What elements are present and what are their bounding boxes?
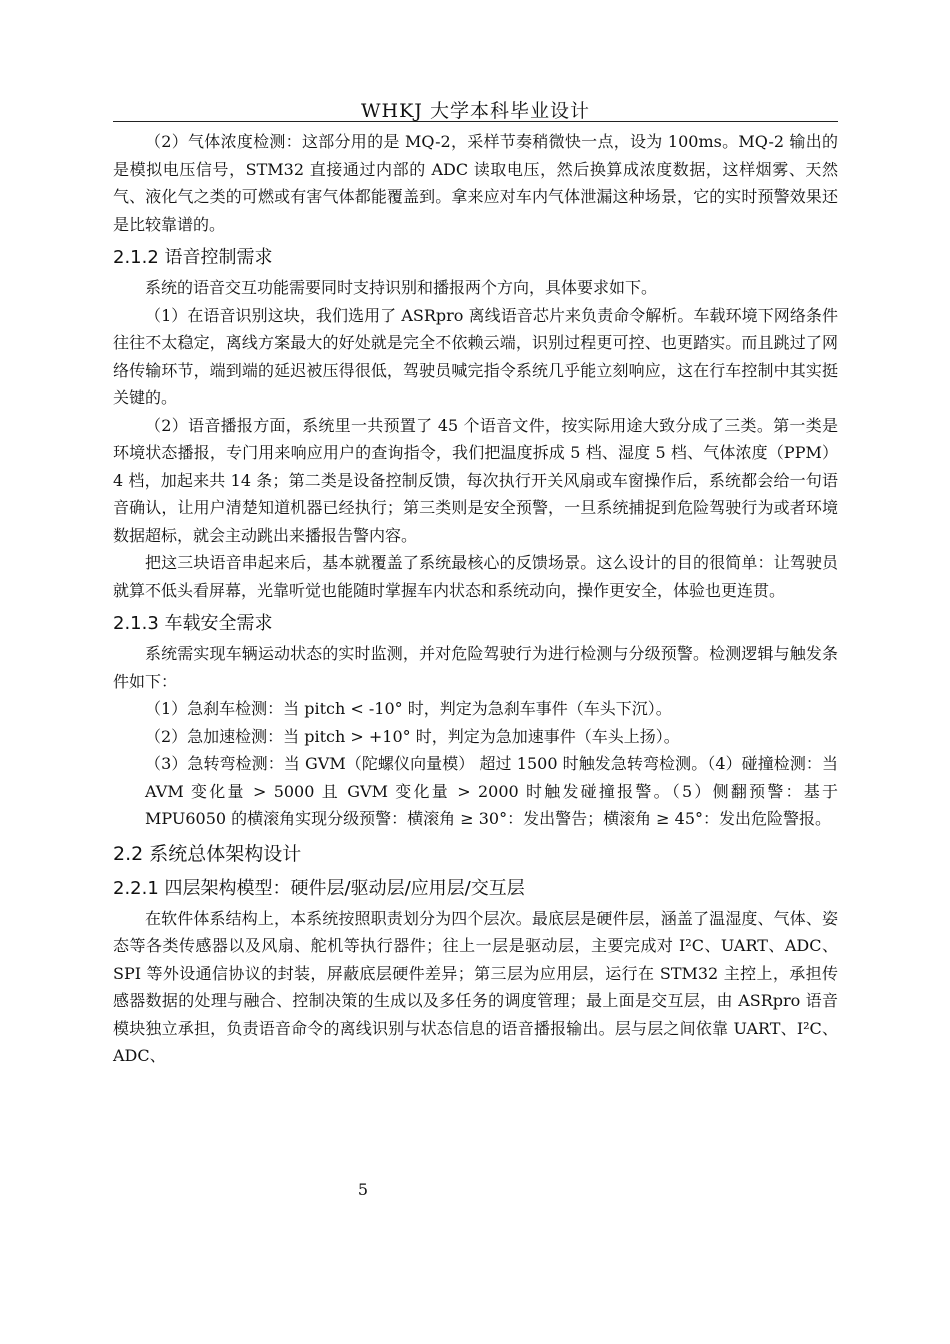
paragraph-safety-acceleration: （2）急加速检测：当 pitch > +10° 时，判定为急加速事件（车头上扬）。 xyxy=(145,726,680,746)
header-rule xyxy=(113,121,838,122)
running-header: WHKJ 大学本科毕业设计 xyxy=(361,100,590,122)
paragraph-gas-detection: （2）气体浓度检测：这部分用的是 MQ-2，采样节奏稍微快一点，设为 100ms。MQ-2 输出的是模拟电压信号，STM32 直接通过内部的 ADC 读取电压，然后换算成浓度数据，这样烟雾、天然气、液化气之类的可燃或有害气体都能覆盖到。拿来应对车内气体泄漏这种场景，它的实时预警效果还是比较靠谱的。 xyxy=(113,132,838,234)
heading-2-1-2: 2.1.2 语音控制需求 xyxy=(113,247,273,268)
heading-2-1-3: 2.1.3 车载安全需求 xyxy=(113,613,273,634)
heading-2-2: 2.2 系统总体架构设计 xyxy=(113,842,302,865)
paragraph-safety-turn-collision-rollover: （3）急转弯检测：当 GVM（陀螺仪向量模） 超过 1500 时触发急转弯检测。（4）碰撞检测：当 AVM 变化量 > 5000 且 GVM 变化量 > 2000 时触发碰撞报警。（5）侧翻预警：基于 MPU6050 的横滚角实现分级预警：横滚角 ≥ 30°：发出警告；横滚角 ≥ 45°：发出危险警报。 xyxy=(145,754,838,828)
paragraph-voice-summary: 把这三块语音串起来后，基本就覆盖了系统最核心的反馈场景。这么设计的目的很简单：让驾驶员就算不低头看屏幕，光靠听觉也能随时掌握车内状态和系统动向，操作更安全，体验也更连贯。 xyxy=(113,553,838,600)
paragraph-voice-recognition: （1）在语音识别这块，我们选用了 ASRpro 离线语音芯片来负责命令解析。车载环境下网络条件往往不太稳定，离线方案最大的好处就是完全不依赖云端，识别过程更可控、也更踏实。而且跳过了网络传输环节，端到端的延迟被压得很低，驾驶员喊完指令系统几乎能立刻响应，这在行车控制中其实挺关键的。 xyxy=(113,305,838,407)
heading-2-2-1: 2.2.1 四层架构模型：硬件层/驱动层/应用层/交互层 xyxy=(113,877,525,899)
paragraph-voice-intro: 系统的语音交互功能需要同时支持识别和播报两个方向，具体要求如下。 xyxy=(145,278,658,297)
page-number: 5 xyxy=(357,1180,369,1199)
paragraph-safety-intro: 系统需实现车辆运动状态的实时监测，并对危险驾驶行为进行检测与分级预警。检测逻辑与触发条件如下： xyxy=(113,644,838,691)
paragraph-safety-braking: （1）急刹车检测：当 pitch < -10° 时，判定为急刹车事件（车头下沉）。 xyxy=(145,699,672,718)
paragraph-architecture: 在软件体系结构上，本系统按照职责划分为四个层次。最底层是硬件层，涵盖了温湿度、气体、姿态等各类传感器以及风扇、舵机等执行器件；往上一层是驱动层，主要完成对 I²C、UART、ADC、SPI 等外设通信协议的封装，屏蔽底层硬件差异；第三层为应用层，运行在 STM32 主控上，承担传感器数据的处理与融合、控制决策的生成以及多任务的调度管理；最上面是交互层，由 ASRpro 语音模块独立承担，负责语音命令的离线识别与状态信息的语音播报输出。层与层之间依靠 UART、I²C、ADC、 xyxy=(113,908,838,1065)
paragraph-voice-broadcast: （2）语音播报方面，系统里一共预置了 45 个语音文件，按实际用途大致分成了三类。第一类是环境状态播报，专门用来响应用户的查询指令，我们把温度拆成 5 档、湿度 5 档、气体浓度（PPM）4 档，加起来共 14 条；第二类是设备控制反馈，每次执行开关风扇或车窗操作后，系统都会给一句语音确认，让用户清楚知道机器已经执行；第三类则是安全预警，一旦系统捕捉到危险驾驶行为或者环境数据超标，就会主动跳出来播报告警内容。 xyxy=(113,415,838,545)
document-page xyxy=(113,0,838,1344)
document-body xyxy=(113,128,838,1070)
